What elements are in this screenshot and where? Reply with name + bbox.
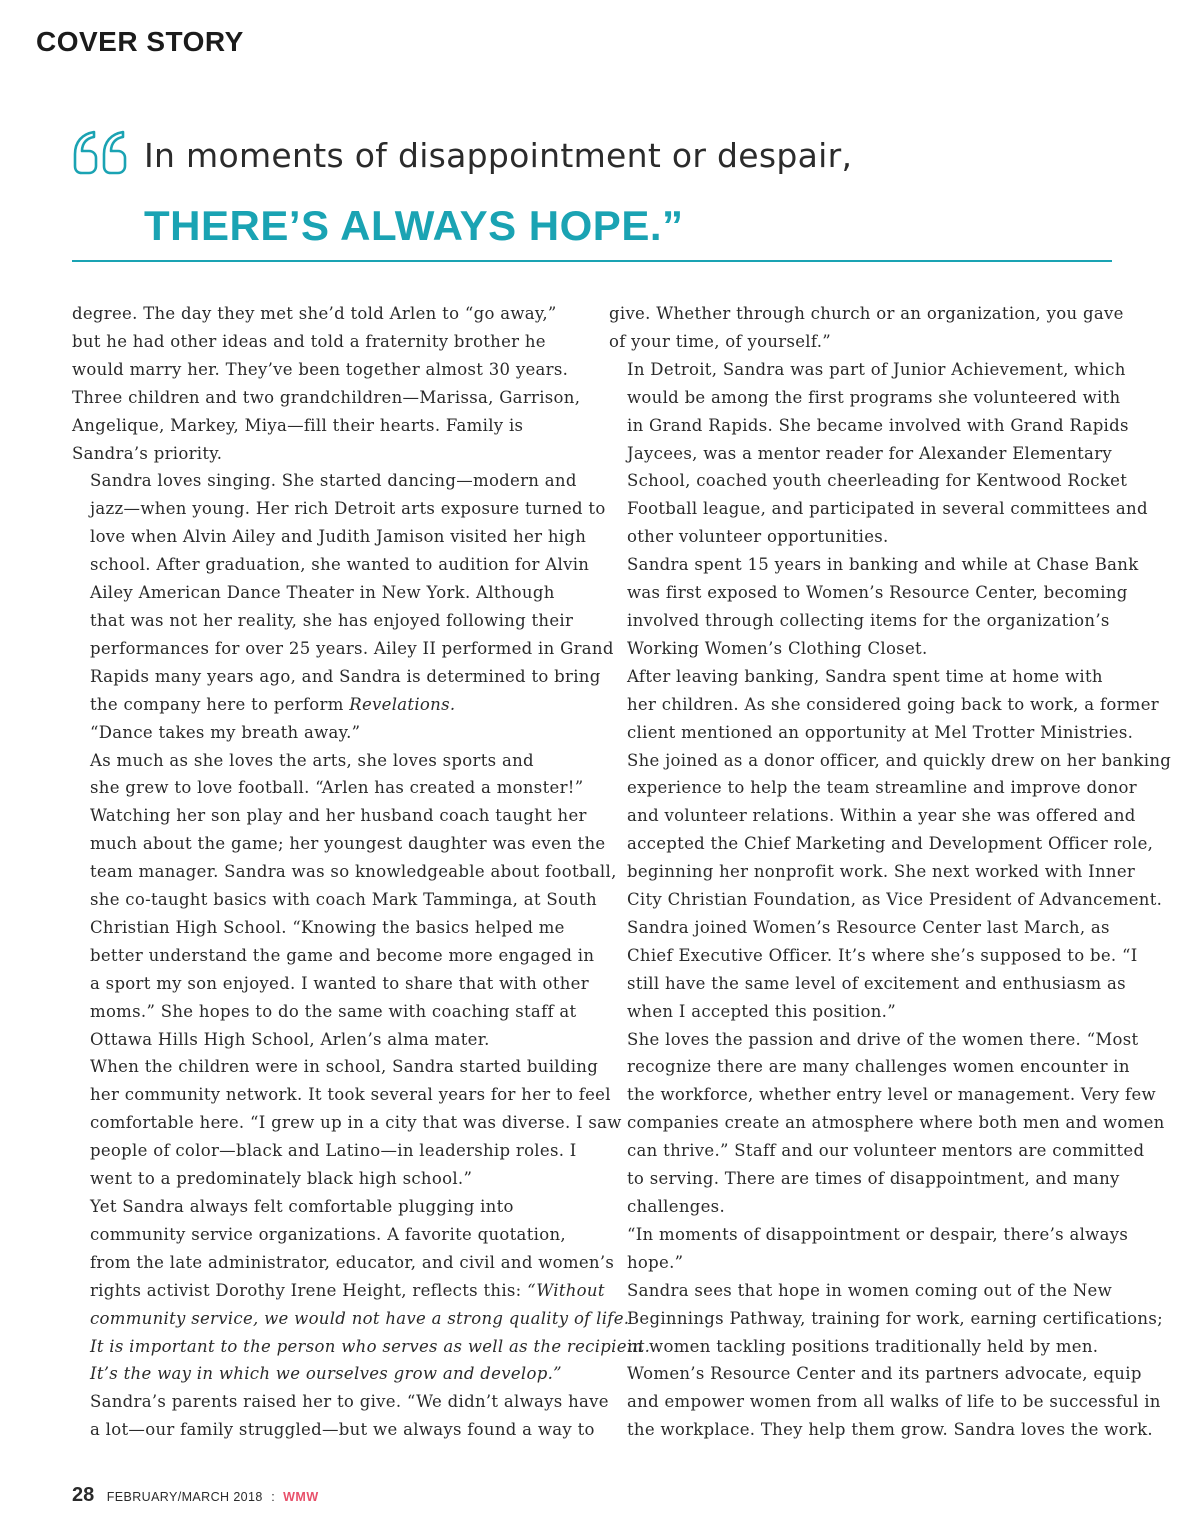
text-line: Sandra loves singing. She started dancing—modern and [90,471,577,491]
article-paragraph [72,467,614,718]
text-line: She joined as a donor officer, and quickly drew on her banking [627,750,1172,770]
article-paragraph [72,747,617,1054]
text-line: Rapids many years ago, and Sandra is determined to bring [90,666,601,686]
text-line: she grew to love football. “Arlen has created a monster!” [90,778,584,798]
text-line: the workforce, whether entry level or management. Very few [627,1085,1156,1105]
text-line: experience to help the team streamline and improve donor [627,778,1137,798]
text-line: her community network. It took several years for her to feel [90,1085,611,1105]
text-line: in Grand Rapids. She became involved with Grand Rapids [627,415,1129,435]
text-line: After leaving banking, Sandra spent time at home with [627,666,1103,686]
article-paragraph [609,914,1138,1026]
article-paragraph [609,551,1139,663]
article-paragraph [72,1193,651,1388]
text-line: Working Women’s Clothing Closet. [627,638,928,658]
footer-separator: : [271,1490,275,1504]
article-paragraph [609,1277,1163,1361]
text-line: Chief Executive Officer. It’s where she’s supposed to be. “I [627,945,1138,965]
article-paragraph [72,300,581,467]
text-line: Angelique, Markey, Miya—fill their hearts. Family is [72,415,524,435]
article-paragraph [609,1360,1161,1444]
text-line: accepted the Chief Marketing and Development Officer role, [627,834,1154,854]
text-line: was first exposed to Women’s Resource Center, becoming [627,583,1128,603]
article-column-left [72,300,651,1444]
article-paragraph [609,356,1148,551]
text-line: still have the same level of excitement and enthusiasm as [627,973,1126,993]
text-line: Jaycees, was a mentor reader for Alexander Elementary [627,443,1112,463]
pull-quote-line2: THERE’S ALWAYS HOPE.” [144,202,684,249]
text-line: team manager. Sandra was so knowledgeable about football, [90,862,617,882]
text-line: jazz—when young. Her rich Detroit arts exposure turned to [90,499,606,519]
text-line: Watching her son play and her husband coach taught her [90,806,587,826]
page-number: 28 [72,1484,95,1506]
text-line: As much as she loves the arts, she loves sports and [90,750,534,770]
text-line: Women’s Resource Center and its partners advocate, equip [627,1364,1142,1384]
text-line: Ailey American Dance Theater in New York. Although [90,583,555,603]
text-line: beginning her nonprofit work. She next worked with Inner [627,862,1136,882]
text-line: people of color—black and Latino—in leadership roles. I [90,1141,577,1161]
text-line: Football league, and participated in several committees and [627,499,1148,519]
text-line: In Detroit, Sandra was part of Junior Achievement, which [627,359,1126,379]
text-line: comfortable here. “I grew up in a city that was diverse. I saw [90,1113,622,1133]
text-line: Sandra spent 15 years in banking and while at Chase Bank [627,555,1139,575]
open-quote-icon [72,126,128,181]
text-line: It’s the way in which we ourselves grow and develop.” [90,1364,562,1384]
text-line: Christian High School. “Knowing the basics helped me [90,917,565,937]
text-line: It is important to the person who serves as well as the recipient. [90,1336,651,1356]
section-label: COVER STORY [36,26,244,57]
text-line: “Dance takes my breath away.” [90,722,361,742]
issue-date: FEBRUARY/MARCH 2018 [106,1490,263,1504]
article-paragraph [72,1388,609,1444]
text-line: would be among the first programs she volunteered with [627,387,1121,407]
text-line: the company here to perform Revelations. [90,694,456,714]
text-line: much about the game; her youngest daughter was even the [90,834,606,854]
text-line: client mentioned an opportunity at Mel Trotter Ministries. [627,722,1134,742]
text-line: love when Alvin Ailey and Judith Jamison visited her high [90,527,587,547]
text-line: her children. As she considered going back to work, a former [627,694,1159,714]
text-line: went to a predominately black high school.” [90,1169,473,1189]
text-line: she co-taught basics with coach Mark Tamminga, at South [90,890,597,910]
text-line: and empower women from all walks of life to be successful in [627,1392,1161,1412]
text-line: to serving. There are times of disappointment, and many [627,1169,1120,1189]
text-line: degree. The day they met she’d told Arlen to “go away,” [72,304,557,323]
text-line: in women tackling positions traditionally held by men. [627,1336,1099,1356]
text-line: community service, we would not have a strong quality of life. [90,1308,630,1328]
text-line: challenges. [627,1197,725,1216]
article-paragraph [609,663,1172,914]
text-line: and volunteer relations. Within a year she was offered and [627,806,1136,826]
text-line: Yet Sandra always felt comfortable plugging into [90,1197,514,1216]
text-line: moms.” She hopes to do the same with coaching staff at [90,1001,577,1021]
article-paragraph [609,1026,1165,1221]
text-line: Sandra joined Women’s Resource Center last March, as [627,917,1110,937]
text-line: but he had other ideas and told a fraternity brother he [72,331,546,351]
text-line: She loves the passion and drive of the women there. “Most [627,1029,1139,1049]
divider-rule [72,260,1112,262]
text-line: other volunteer opportunities. [627,527,889,547]
text-line: community service organizations. A favorite quotation, [90,1224,566,1244]
text-line: hope.” [627,1252,684,1272]
text-line: rights activist Dorothy Irene Height, reflects this: “Without [90,1280,605,1300]
text-line: can thrive.” Staff and our volunteer mentors are committed [627,1141,1145,1161]
article-paragraph [72,719,572,747]
article-column-right [609,300,1172,1444]
article-paragraph [609,1221,1129,1277]
text-line: School, coached youth cheerleading for Kentwood Rocket [627,471,1128,491]
text-line: “In moments of disappointment or despair, there’s always [627,1224,1129,1244]
article-paragraph [72,1053,622,1193]
text-line: from the late administrator, educator, and civil and women’s [90,1252,615,1272]
text-line: would marry her. They’ve been together almost 30 years. [72,359,569,379]
text-line: Sandra’s parents raised her to give. “We didn’t always have [90,1392,609,1412]
page-footer [72,1484,319,1507]
text-line: Beginnings Pathway, training for work, earning certifications; [627,1308,1163,1328]
text-line: Sandra sees that hope in women coming out of the New [627,1280,1113,1300]
text-line: performances for over 25 years. Ailey II performed in Grand [90,638,614,658]
text-line: recognize there are many challenges women encounter in [627,1057,1130,1077]
text-line: the workplace. They help them grow. Sandra loves the work. [627,1420,1153,1440]
text-line: companies create an atmosphere where both men and women [627,1113,1165,1133]
text-line: When the children were in school, Sandra started building [90,1057,599,1077]
text-line: of your time, of yourself.” [609,331,831,351]
text-line: Sandra’s priority. [72,443,223,463]
text-line: City Christian Foundation, as Vice President of Advancement. [627,890,1163,910]
magazine-brand: WMW [283,1490,319,1504]
text-line: a sport my son enjoyed. I wanted to share that with other [90,973,589,993]
pull-quote-line1: In moments of disappointment or despair, [144,136,853,175]
article-paragraph [609,300,1124,356]
text-line: Three children and two grandchildren—Marissa, Garrison, [72,387,581,407]
text-line: give. Whether through church or an organization, you gave [609,304,1124,323]
text-line: better understand the game and become more engaged in [90,945,595,965]
text-line: a lot—our family struggled—but we always found a way to [90,1420,595,1440]
text-line: that was not her reality, she has enjoyed following their [90,610,574,630]
text-line: Ottawa Hills High School, Arlen’s alma mater. [90,1029,490,1049]
text-line: when I accepted this position.” [627,1001,896,1021]
text-line: school. After graduation, she wanted to audition for Alvin [90,555,590,575]
text-line: involved through collecting items for the organization’s [627,610,1110,630]
